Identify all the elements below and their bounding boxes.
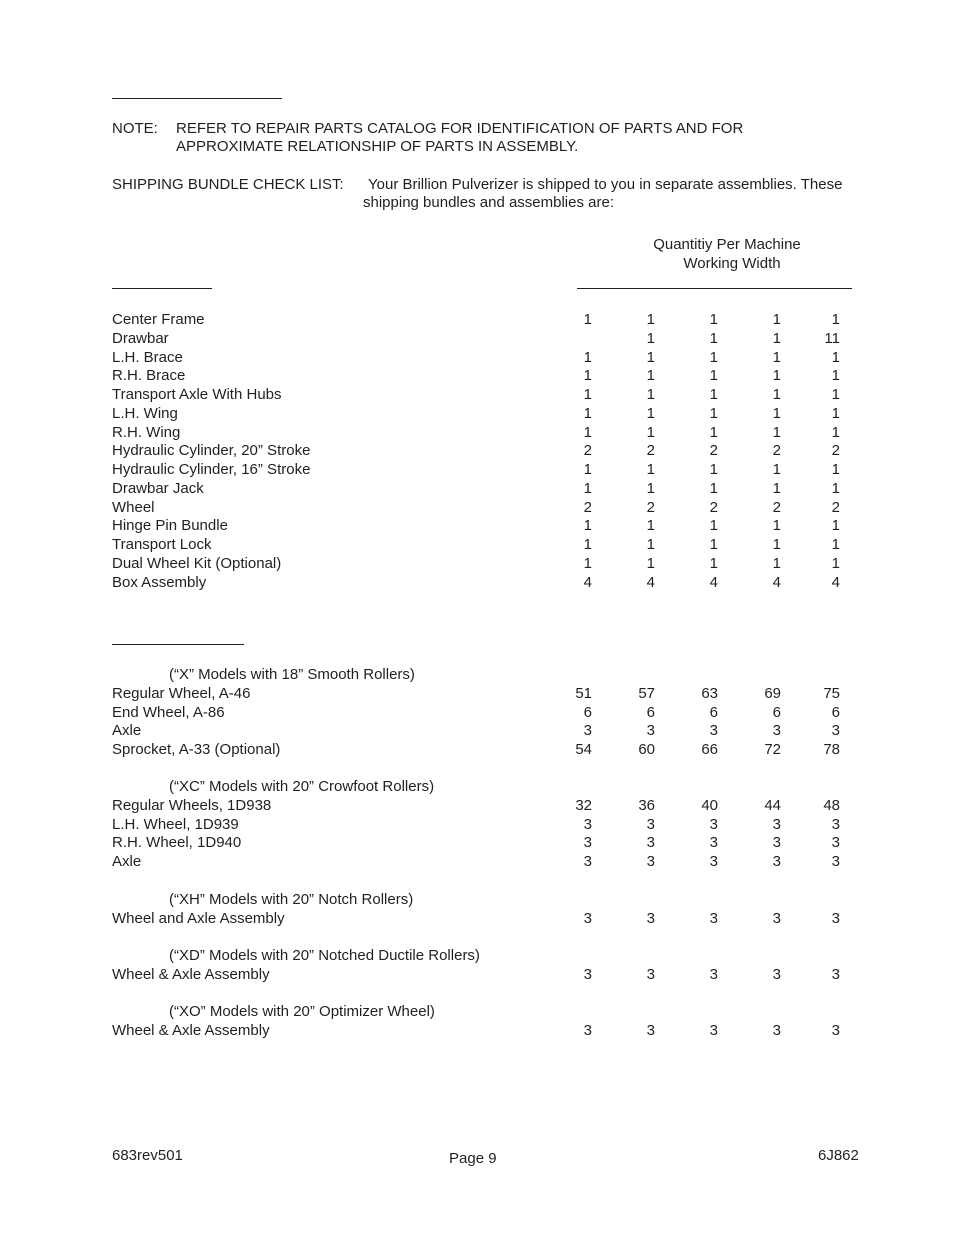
bundle-row-3-qty-col-4: 1 (772, 348, 781, 366)
roller-group-2-row-3-qty-col-5: 3 (831, 834, 840, 852)
bundle-row-8-qty-col-3: 2 (709, 442, 718, 460)
bundle-row-7-qty-col-5: 1 (831, 423, 840, 441)
bundle-row-14-qty-col-5: 1 (831, 554, 840, 572)
bundle-row-5-qty-col-5: 1 (831, 386, 840, 403)
bundle-row-11-name: Wheel (112, 498, 155, 516)
bundle-row-2-qty-col-3: 1 (709, 329, 718, 347)
bundle-row-6-qty-col-5: 1 (831, 404, 840, 422)
bundle-row-12-qty-col-5: 1 (831, 517, 840, 535)
bundle-row-5-qty-col-1: 1 (583, 386, 592, 403)
bundle-row-1-qty-col-2: 1 (646, 311, 655, 328)
footer-doc-number: 683rev501 (112, 1147, 183, 1164)
roller-group-2-row-2-qty-col-1: 3 (583, 815, 592, 833)
roller-group-1-row-2-qty-col-3: 6 (709, 703, 718, 721)
roller-group-1-row-1-qty-col-5: 75 (823, 684, 840, 702)
bundle-row-13-qty-col-1: 1 (583, 536, 592, 553)
bundle-row-15-qty-col-2: 4 (646, 573, 655, 591)
bundle-row-9-qty-col-1: 1 (583, 461, 592, 478)
bundle-row-14-qty-col-1: 1 (583, 554, 592, 572)
roller-group-1-row-1-qty-col-4: 69 (764, 684, 781, 702)
roller-group-3-row-1-qty-col-1: 3 (583, 910, 592, 928)
roller-group-1-row-1-qty-col-2: 57 (638, 684, 655, 702)
roller-group-2-row-1-qty-col-5: 48 (823, 796, 840, 814)
bundle-row-9-qty-col-2: 1 (646, 461, 655, 478)
roller-group-1-row-1-name: Regular Wheel, A-46 (112, 684, 251, 702)
roller-group-2-row-1-qty-col-1: 32 (575, 796, 592, 814)
bundle-row-1-qty-col-4: 1 (772, 311, 781, 328)
roller-group-2-row-3-qty-col-3: 3 (709, 834, 718, 852)
bundle-row-8-name: Hydraulic Cylinder, 20” Stroke (112, 442, 311, 460)
bundle-row-4-name: R.H. Brace (112, 367, 186, 385)
roller-group-1-row-3-qty-col-4: 3 (772, 722, 781, 740)
roller-group-2-row-4-qty-col-4: 3 (772, 853, 781, 870)
bundle-row-9-qty-col-4: 1 (772, 461, 781, 478)
roller-group-3-row-1-qty-col-4: 3 (772, 910, 781, 928)
roller-group-4-row-1-qty-col-5: 3 (831, 966, 840, 984)
roller-group-2-row-1-qty-col-2: 36 (638, 796, 655, 814)
bundle-row-4-qty-col-5: 1 (831, 367, 840, 385)
bundle-row-3-name: L.H. Brace (112, 348, 183, 366)
bundle-row-5-qty-col-3: 1 (709, 386, 718, 403)
roller-group-5-row-1-qty-col-5: 3 (831, 1022, 840, 1040)
roller-group-1-title: (“X” Models with 18” Smooth Rollers) (169, 666, 415, 683)
bundle-row-7-qty-col-2: 1 (646, 423, 655, 441)
bundle-row-3-qty-col-5: 1 (831, 348, 840, 366)
bundle-row-2-qty-col-5: 11 (824, 329, 840, 347)
bundle-row-12-qty-col-1: 1 (583, 517, 592, 535)
roller-group-3-title: (“XH” Models with 20” Notch Rollers) (169, 891, 414, 908)
roller-group-1-row-3-qty-col-1: 3 (583, 722, 592, 740)
footer-part-number: 6J862 (818, 1147, 859, 1164)
bundle-row-6-qty-col-4: 1 (772, 404, 781, 422)
roller-group-4-row-1-qty-col-1: 3 (583, 966, 592, 984)
roller-group-1-row-2-name: End Wheel, A-86 (112, 703, 225, 721)
bundle-row-4-qty-col-4: 1 (772, 367, 781, 385)
roller-group-4-title: (“XD” Models with 20” Notched Ductile Rollers) (169, 947, 480, 964)
roller-group-1-row-3-name: Axle (112, 722, 142, 740)
roller-group-2-row-3-qty-col-1: 3 (583, 834, 592, 852)
bundle-row-14-qty-col-4: 1 (772, 554, 781, 572)
bundle-row-6-name: L.H. Wing (112, 404, 178, 422)
bundle-row-1-qty-col-3: 1 (709, 311, 718, 328)
bundle-row-10-qty-col-5: 1 (831, 479, 840, 497)
roller-group-5-row-1-qty-col-2: 3 (646, 1022, 655, 1040)
checklist-line-2: shipping bundles and assemblies are: (363, 194, 614, 211)
bundle-row-15-qty-col-3: 4 (709, 573, 718, 591)
qty-header-line-2: Working Width (683, 255, 781, 272)
roller-group-5-title: (“XO” Models with 20” Optimizer Wheel) (169, 1003, 435, 1020)
roller-group-1-row-4-name: Sprocket, A-33 (Optional) (112, 741, 281, 758)
bundle-row-11-qty-col-1: 2 (583, 498, 592, 516)
note-line-2: APPROXIMATE RELATIONSHIP OF PARTS IN ASSEMBLY. (176, 138, 579, 155)
roller-group-4-row-1-name: Wheel & Axle Assembly (112, 966, 270, 984)
bundle-row-1-qty-col-5: 1 (831, 311, 840, 328)
bundle-row-6-qty-col-3: 1 (709, 404, 718, 422)
roller-group-2-row-2-qty-col-2: 3 (646, 815, 655, 833)
bundle-row-14-qty-col-3: 1 (709, 554, 718, 572)
roller-group-2-row-1-qty-col-4: 44 (764, 796, 781, 814)
bundle-row-7-qty-col-3: 1 (709, 423, 718, 441)
bundle-row-9-name: Hydraulic Cylinder, 16” Stroke (112, 461, 311, 478)
bundle-row-12-qty-col-3: 1 (709, 517, 718, 535)
roller-group-2-row-2-qty-col-3: 3 (709, 815, 718, 833)
roller-group-3-row-1-qty-col-3: 3 (709, 910, 718, 928)
bundle-row-3-qty-col-1: 1 (583, 348, 592, 366)
bundle-row-8-qty-col-2: 2 (646, 442, 655, 460)
roller-group-2-row-2-qty-col-5: 3 (831, 815, 840, 833)
bundle-row-6-qty-col-1: 1 (583, 404, 592, 422)
roller-group-1-row-4-qty-col-4: 72 (764, 741, 781, 758)
bundle-row-13-name: Transport Lock (112, 536, 212, 553)
bundle-row-11-qty-col-2: 2 (646, 498, 655, 516)
note-label: NOTE: (112, 120, 158, 137)
checklist-line-1: Your Brillion Pulverizer is shipped to you in separate assemblies. These (368, 176, 843, 193)
roller-group-1-row-3-qty-col-2: 3 (646, 722, 655, 740)
qty-header-rule (577, 288, 852, 289)
roller-group-1-row-3-qty-col-5: 3 (831, 722, 840, 740)
roller-group-5-row-1-name: Wheel & Axle Assembly (112, 1022, 270, 1040)
checklist-label: SHIPPING BUNDLE CHECK LIST: (112, 176, 344, 193)
roller-group-3-row-1-name: Wheel and Axle Assembly (112, 910, 285, 928)
roller-group-2-row-3-qty-col-4: 3 (772, 834, 781, 852)
bundle-row-9-qty-col-5: 1 (831, 461, 840, 478)
bundle-row-15-qty-col-5: 4 (831, 573, 840, 591)
roller-group-3-row-1-qty-col-5: 3 (831, 910, 840, 928)
roller-group-2-title: (“XC” Models with 20” Crowfoot Rollers) (169, 778, 435, 795)
roller-group-2-row-4-name: Axle (112, 853, 142, 870)
roller-group-4-row-1-qty-col-4: 3 (772, 966, 781, 984)
bundle-row-5-qty-col-2: 1 (646, 386, 655, 403)
rollers-heading-rule (112, 644, 244, 645)
roller-group-2-row-1-qty-col-3: 40 (701, 796, 718, 814)
bundle-row-12-qty-col-4: 1 (772, 517, 781, 535)
bundle-row-10-qty-col-2: 1 (646, 479, 655, 497)
bundle-row-12-qty-col-2: 1 (646, 517, 655, 535)
roller-group-1-row-2-qty-col-2: 6 (646, 703, 655, 721)
bundle-row-4-qty-col-3: 1 (709, 367, 718, 385)
top-rule (112, 98, 282, 99)
bundle-row-13-qty-col-4: 1 (772, 536, 781, 553)
roller-group-1-row-1-qty-col-1: 51 (575, 684, 592, 702)
bundle-row-5-qty-col-4: 1 (772, 386, 781, 403)
roller-group-2-row-3-qty-col-2: 3 (646, 834, 655, 852)
footer-page-number: Page 9 (449, 1150, 497, 1167)
roller-group-2-row-3-name: R.H. Wheel, 1D940 (112, 834, 242, 852)
roller-group-2-row-2-qty-col-4: 3 (772, 815, 781, 833)
bundle-row-5-name: Transport Axle With Hubs (112, 386, 282, 403)
roller-group-2-row-4-qty-col-1: 3 (583, 853, 592, 870)
roller-group-1-row-1-qty-col-3: 63 (701, 684, 718, 702)
bundle-row-15-qty-col-4: 4 (772, 573, 781, 591)
roller-group-2-row-4-qty-col-5: 3 (831, 853, 840, 870)
bundle-row-11-qty-col-4: 2 (772, 498, 781, 516)
roller-group-1-row-2-qty-col-4: 6 (772, 703, 781, 721)
bundle-row-13-qty-col-2: 1 (646, 536, 655, 553)
bundle-row-3-qty-col-2: 1 (646, 348, 655, 366)
bundle-row-11-qty-col-3: 2 (709, 498, 718, 516)
bundle-row-7-name: R.H. Wing (112, 423, 181, 441)
bundle-row-9-qty-col-3: 1 (709, 461, 718, 478)
bundles-heading-rule (112, 288, 212, 289)
roller-group-4-row-1-qty-col-3: 3 (709, 966, 718, 984)
bundle-row-12-name: Hinge Pin Bundle (112, 517, 228, 535)
bundle-row-6-qty-col-2: 1 (646, 404, 655, 422)
bundle-row-11-qty-col-5: 2 (831, 498, 840, 516)
roller-group-5-row-1-qty-col-3: 3 (709, 1022, 718, 1040)
bundle-row-10-qty-col-1: 1 (583, 479, 592, 497)
roller-group-1-row-4-qty-col-2: 60 (638, 741, 655, 758)
bundle-row-2-name: Drawbar (112, 329, 169, 347)
roller-group-4-row-1-qty-col-2: 3 (646, 966, 655, 984)
roller-group-1-row-4-qty-col-5: 78 (823, 741, 840, 758)
roller-group-3-row-1-qty-col-2: 3 (646, 910, 655, 928)
bundle-row-13-qty-col-3: 1 (709, 536, 718, 553)
bundle-row-1-name: Center Frame (112, 311, 205, 328)
bundle-row-7-qty-col-1: 1 (583, 423, 592, 441)
bundle-row-8-qty-col-1: 2 (583, 442, 592, 460)
roller-group-1-row-4-qty-col-1: 54 (575, 741, 592, 758)
bundle-row-1-qty-col-1: 1 (583, 311, 592, 328)
bundle-row-15-qty-col-1: 4 (583, 573, 592, 591)
bundle-row-2-qty-col-4: 1 (772, 329, 781, 347)
roller-group-5-row-1-qty-col-1: 3 (583, 1022, 592, 1040)
bundle-row-8-qty-col-5: 2 (831, 442, 840, 460)
bundle-row-10-name: Drawbar Jack (112, 479, 204, 497)
roller-group-2-row-1-name: Regular Wheels, 1D938 (112, 796, 272, 814)
roller-group-1-row-3-qty-col-3: 3 (709, 722, 718, 740)
roller-group-2-row-2-name: L.H. Wheel, 1D939 (112, 815, 239, 833)
roller-group-1-row-2-qty-col-5: 6 (831, 703, 840, 721)
bundle-row-3-qty-col-3: 1 (709, 348, 718, 366)
bundle-row-10-qty-col-4: 1 (772, 479, 781, 497)
note-line-1: REFER TO REPAIR PARTS CATALOG FOR IDENTIFICATION OF PARTS AND FOR (176, 120, 744, 137)
bundle-row-7-qty-col-4: 1 (772, 423, 781, 441)
bundle-row-15-name: Box Assembly (112, 573, 207, 591)
roller-group-1-row-4-qty-col-3: 66 (701, 741, 718, 758)
bundle-row-13-qty-col-5: 1 (831, 536, 840, 553)
roller-group-2-row-4-qty-col-3: 3 (709, 853, 718, 870)
bundle-row-14-name: Dual Wheel Kit (Optional) (112, 554, 282, 572)
qty-header-line-1: Quantitiy Per Machine (653, 236, 801, 253)
bundle-row-2-qty-col-2: 1 (646, 329, 655, 347)
roller-group-5-row-1-qty-col-4: 3 (772, 1022, 781, 1040)
bundle-row-8-qty-col-4: 2 (772, 442, 781, 460)
bundle-row-10-qty-col-3: 1 (709, 479, 718, 497)
bundle-row-4-qty-col-1: 1 (583, 367, 592, 385)
bundle-row-14-qty-col-2: 1 (646, 554, 655, 572)
bundle-row-4-qty-col-2: 1 (646, 367, 655, 385)
roller-group-2-row-4-qty-col-2: 3 (646, 853, 655, 870)
roller-group-1-row-2-qty-col-1: 6 (583, 703, 592, 721)
